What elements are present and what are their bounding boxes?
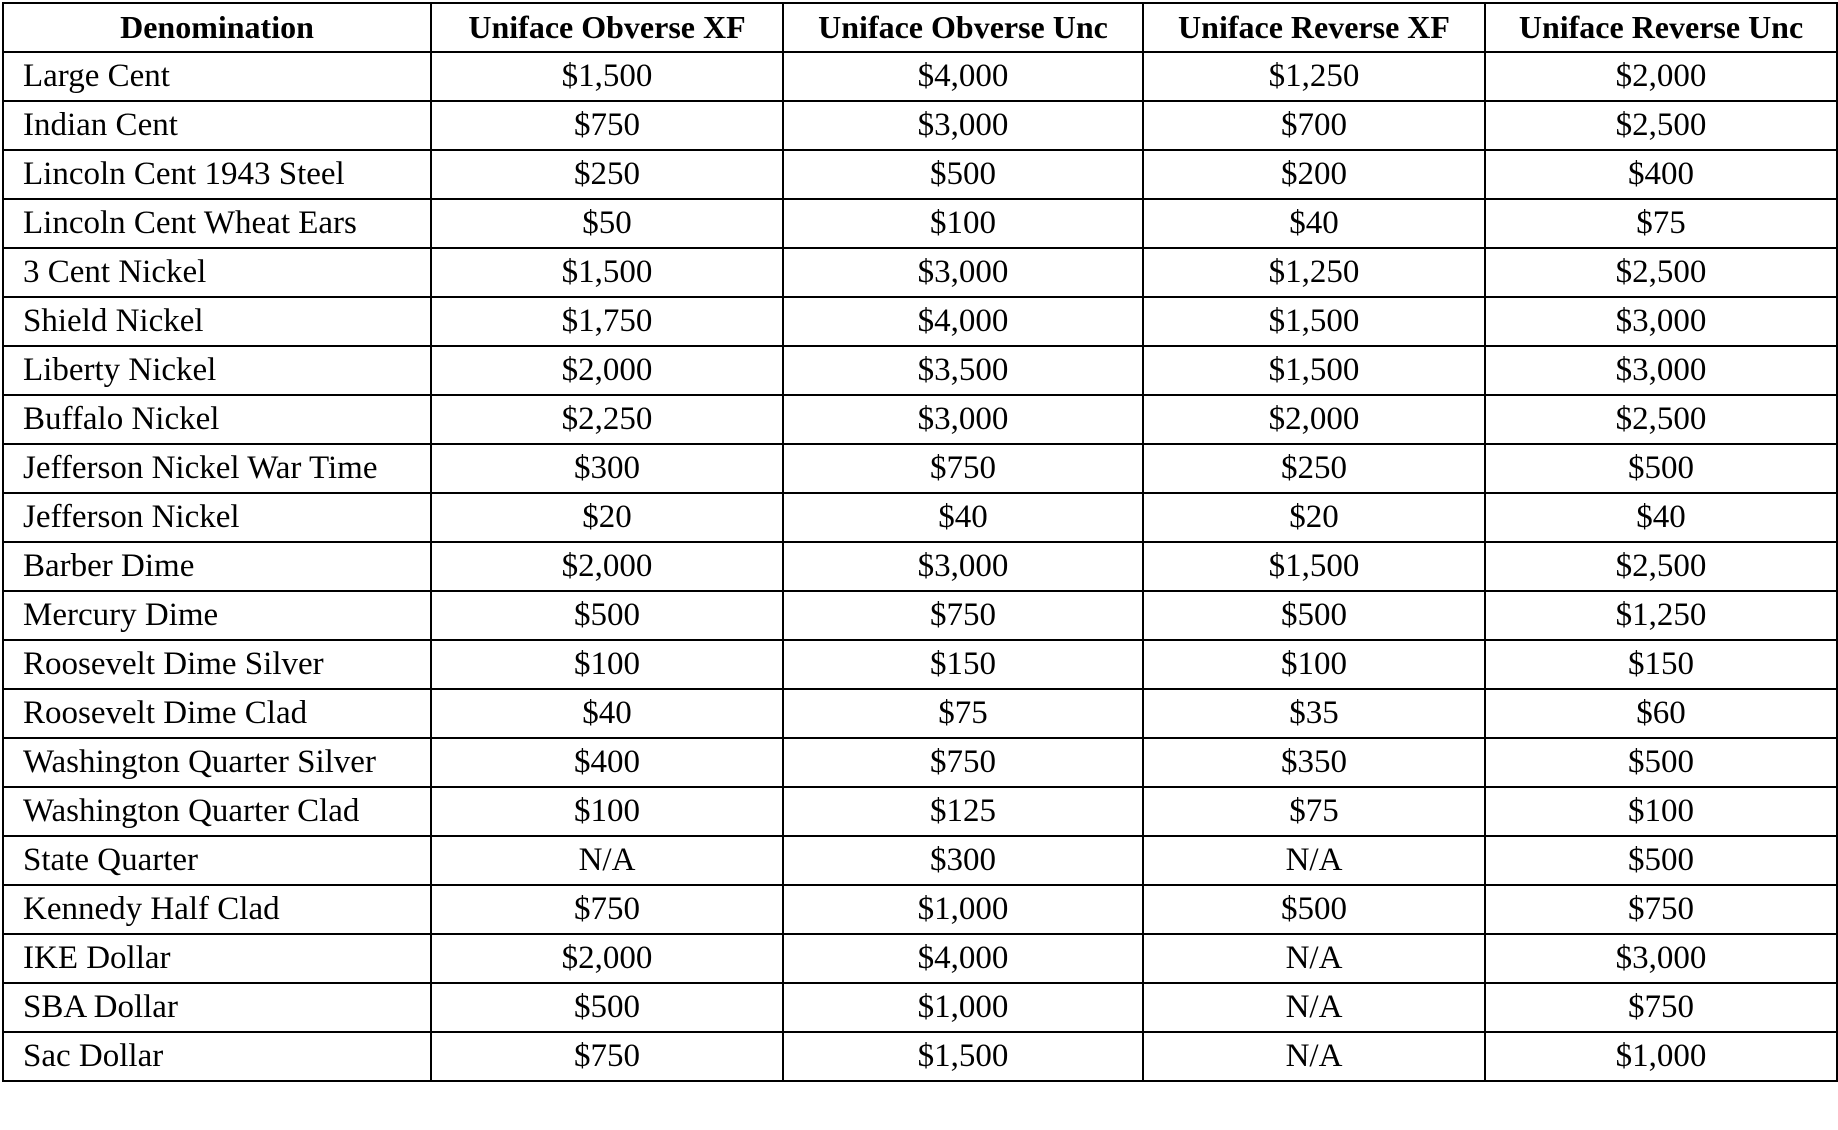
denomination-cell: Barber Dime (3, 542, 431, 591)
reverse-xf-cell: N/A (1143, 983, 1485, 1032)
obverse-xf-cell: $2,000 (431, 934, 783, 983)
denomination-cell: IKE Dollar (3, 934, 431, 983)
obverse-xf-cell: $2,000 (431, 346, 783, 395)
obverse-unc-cell: $40 (783, 493, 1143, 542)
reverse-xf-cell: $1,250 (1143, 52, 1485, 101)
denomination-cell: State Quarter (3, 836, 431, 885)
reverse-unc-cell: $750 (1485, 885, 1837, 934)
denomination-cell: Washington Quarter Silver (3, 738, 431, 787)
denomination-cell: Buffalo Nickel (3, 395, 431, 444)
reverse-unc-cell: $500 (1485, 738, 1837, 787)
obverse-unc-cell: $3,000 (783, 101, 1143, 150)
reverse-unc-cell: $40 (1485, 493, 1837, 542)
obverse-unc-cell: $4,000 (783, 52, 1143, 101)
obverse-xf-cell: $750 (431, 101, 783, 150)
reverse-xf-cell: $500 (1143, 591, 1485, 640)
table-header (3, 3, 1837, 52)
denomination-cell: Large Cent (3, 52, 431, 101)
obverse-xf-cell: $400 (431, 738, 783, 787)
table-row (3, 787, 1837, 836)
header-uniface-reverse-unc: Uniface Reverse Unc (1485, 3, 1837, 52)
denomination-cell: SBA Dollar (3, 983, 431, 1032)
obverse-xf-cell: $750 (431, 885, 783, 934)
obverse-unc-cell: $150 (783, 640, 1143, 689)
header-uniface-reverse-xf: Uniface Reverse XF (1143, 3, 1485, 52)
table-row (3, 1032, 1837, 1081)
table-row (3, 444, 1837, 493)
table-row (3, 150, 1837, 199)
obverse-unc-cell: $750 (783, 591, 1143, 640)
reverse-xf-cell: $100 (1143, 640, 1485, 689)
reverse-unc-cell: $75 (1485, 199, 1837, 248)
denomination-cell: Lincoln Cent Wheat Ears (3, 199, 431, 248)
reverse-xf-cell: $500 (1143, 885, 1485, 934)
reverse-xf-cell: $1,500 (1143, 346, 1485, 395)
denomination-cell: Liberty Nickel (3, 346, 431, 395)
reverse-unc-cell: $2,500 (1485, 542, 1837, 591)
reverse-unc-cell: $500 (1485, 836, 1837, 885)
obverse-unc-cell: $750 (783, 738, 1143, 787)
obverse-unc-cell: $3,000 (783, 248, 1143, 297)
reverse-xf-cell: $20 (1143, 493, 1485, 542)
denomination-cell: Washington Quarter Clad (3, 787, 431, 836)
obverse-xf-cell: $2,000 (431, 542, 783, 591)
denomination-cell: 3 Cent Nickel (3, 248, 431, 297)
table-row (3, 346, 1837, 395)
table-row (3, 493, 1837, 542)
reverse-unc-cell: $2,000 (1485, 52, 1837, 101)
obverse-xf-cell: $40 (431, 689, 783, 738)
obverse-unc-cell: $750 (783, 444, 1143, 493)
table-row (3, 934, 1837, 983)
table-row (3, 983, 1837, 1032)
reverse-xf-cell: $1,250 (1143, 248, 1485, 297)
reverse-xf-cell: $1,500 (1143, 297, 1485, 346)
header-row (3, 3, 1837, 52)
denomination-cell: Kennedy Half Clad (3, 885, 431, 934)
reverse-xf-cell: $40 (1143, 199, 1485, 248)
obverse-xf-cell: $500 (431, 591, 783, 640)
denomination-cell: Mercury Dime (3, 591, 431, 640)
denomination-cell: Roosevelt Dime Clad (3, 689, 431, 738)
reverse-unc-cell: $2,500 (1485, 248, 1837, 297)
obverse-unc-cell: $1,500 (783, 1032, 1143, 1081)
table-row (3, 836, 1837, 885)
table-row (3, 52, 1837, 101)
table-row (3, 395, 1837, 444)
table-row (3, 199, 1837, 248)
obverse-xf-cell: $50 (431, 199, 783, 248)
header-uniface-obverse-unc: Uniface Obverse Unc (783, 3, 1143, 52)
obverse-unc-cell: $1,000 (783, 983, 1143, 1032)
reverse-xf-cell: $250 (1143, 444, 1485, 493)
table-row (3, 591, 1837, 640)
reverse-unc-cell: $150 (1485, 640, 1837, 689)
denomination-cell: Lincoln Cent 1943 Steel (3, 150, 431, 199)
reverse-unc-cell: $1,250 (1485, 591, 1837, 640)
price-table (2, 2, 1838, 1082)
obverse-xf-cell: $100 (431, 787, 783, 836)
header-denomination: Denomination (3, 3, 431, 52)
obverse-unc-cell: $4,000 (783, 297, 1143, 346)
obverse-xf-cell: $750 (431, 1032, 783, 1081)
reverse-xf-cell: $200 (1143, 150, 1485, 199)
table-row (3, 248, 1837, 297)
obverse-unc-cell: $100 (783, 199, 1143, 248)
obverse-xf-cell: N/A (431, 836, 783, 885)
obverse-xf-cell: $1,750 (431, 297, 783, 346)
obverse-xf-cell: $1,500 (431, 52, 783, 101)
reverse-unc-cell: $3,000 (1485, 934, 1837, 983)
obverse-xf-cell: $20 (431, 493, 783, 542)
obverse-xf-cell: $250 (431, 150, 783, 199)
denomination-cell: Jefferson Nickel War Time (3, 444, 431, 493)
reverse-unc-cell: $100 (1485, 787, 1837, 836)
reverse-xf-cell: $700 (1143, 101, 1485, 150)
reverse-unc-cell: $400 (1485, 150, 1837, 199)
reverse-xf-cell: N/A (1143, 1032, 1485, 1081)
denomination-cell: Roosevelt Dime Silver (3, 640, 431, 689)
denomination-cell: Indian Cent (3, 101, 431, 150)
reverse-unc-cell: $750 (1485, 983, 1837, 1032)
obverse-unc-cell: $1,000 (783, 885, 1143, 934)
reverse-xf-cell: $350 (1143, 738, 1485, 787)
table-body (3, 52, 1837, 1081)
table-row (3, 738, 1837, 787)
obverse-xf-cell: $500 (431, 983, 783, 1032)
reverse-xf-cell: N/A (1143, 934, 1485, 983)
obverse-unc-cell: $3,000 (783, 395, 1143, 444)
reverse-xf-cell: $35 (1143, 689, 1485, 738)
reverse-xf-cell: $1,500 (1143, 542, 1485, 591)
denomination-cell: Sac Dollar (3, 1032, 431, 1081)
reverse-xf-cell: N/A (1143, 836, 1485, 885)
header-uniface-obverse-xf: Uniface Obverse XF (431, 3, 783, 52)
obverse-xf-cell: $1,500 (431, 248, 783, 297)
reverse-unc-cell: $3,000 (1485, 346, 1837, 395)
table-row (3, 101, 1837, 150)
obverse-xf-cell: $100 (431, 640, 783, 689)
reverse-unc-cell: $60 (1485, 689, 1837, 738)
reverse-xf-cell: $75 (1143, 787, 1485, 836)
reverse-xf-cell: $2,000 (1143, 395, 1485, 444)
obverse-unc-cell: $75 (783, 689, 1143, 738)
obverse-unc-cell: $3,500 (783, 346, 1143, 395)
obverse-xf-cell: $2,250 (431, 395, 783, 444)
reverse-unc-cell: $500 (1485, 444, 1837, 493)
obverse-unc-cell: $500 (783, 150, 1143, 199)
denomination-cell: Jefferson Nickel (3, 493, 431, 542)
obverse-unc-cell: $300 (783, 836, 1143, 885)
table-row (3, 640, 1837, 689)
obverse-unc-cell: $4,000 (783, 934, 1143, 983)
denomination-cell: Shield Nickel (3, 297, 431, 346)
table-row (3, 297, 1837, 346)
table-row (3, 885, 1837, 934)
obverse-xf-cell: $300 (431, 444, 783, 493)
obverse-unc-cell: $125 (783, 787, 1143, 836)
reverse-unc-cell: $1,000 (1485, 1032, 1837, 1081)
reverse-unc-cell: $3,000 (1485, 297, 1837, 346)
reverse-unc-cell: $2,500 (1485, 101, 1837, 150)
reverse-unc-cell: $2,500 (1485, 395, 1837, 444)
table-row (3, 542, 1837, 591)
table-row (3, 689, 1837, 738)
obverse-unc-cell: $3,000 (783, 542, 1143, 591)
